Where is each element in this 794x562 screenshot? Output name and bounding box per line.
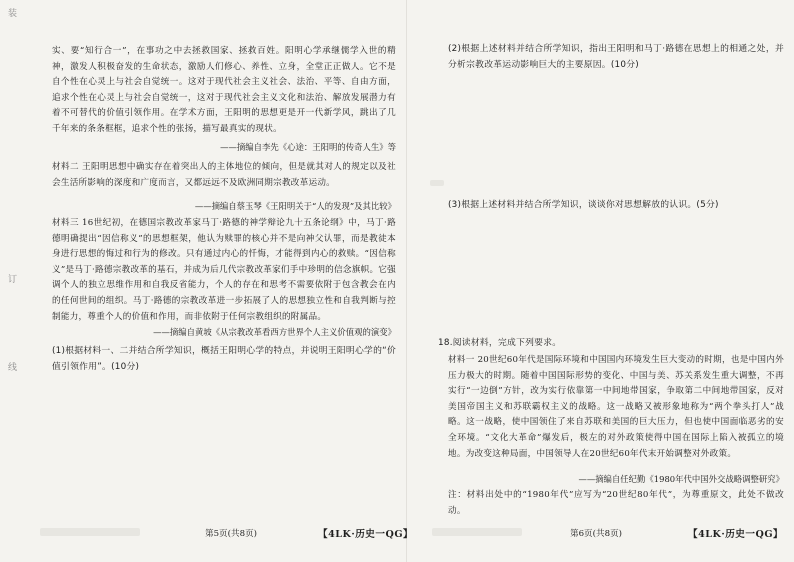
scan-smudge: [430, 180, 444, 186]
page-6: [410, 0, 794, 562]
page-number: 第6页(共8页): [570, 529, 623, 539]
source-citation: ——摘编自任纪勤《1980年代中国外交战略调整研究》: [578, 474, 784, 484]
material-three-text: 材料三 16世纪初，在德国宗教改革家马丁·路德的神学辩论九十五条论纲》中，马丁·路德明确提出“因信称义”的思想框架，他认为赎罪的核心并不是向神父认罪，而是教徒本身进行思想的悔过和行为的修改。只有通过内心的忏悔，才能得到内心的救赎。“因信称义”是马丁·路德宗教改革的基石，并成为后几代宗教改革家们手中珍明的信念旗帜。它强调个人的独立思维作用和自我反省能力，个人的存在和思考不需要依附于包含教会在内的任何世间的组织。马丁·路德的宗教改革进一步拓展了人的思想独立性和自我判断与控制能力，尊重个人的价值和作用，而非依附于任何宗教组织的附属品。: [52, 218, 396, 322]
material-two-text: 材料二 王阳明思想中确实存在着突出人的主体地位的倾向，但是就其对人的规定以及社会生活所影响的深度和广度而言，又都远远不及欧洲同期宗教改革运动。: [52, 162, 396, 188]
question-3: (3)根据上述材料并结合所学知识，谈谈你对思想解放的认识。(5分): [448, 200, 719, 210]
exam-code: 【4LK·历史一QG】: [318, 529, 414, 540]
scan-smudge: [432, 528, 522, 536]
question-18-material: 材料一 20世纪60年代是国际环境和中国国内环境发生巨大变动的时期，也是中国内外压力极大的时期。随着中国国际形势的变化、中国与美、苏关系发生重大调整，不再实行“一边倒”方针，改为实行依靠第一中间地带国家，争取第二中间地带国家，反对美国帝国主义和苏联霸权主义的战略。这一战略又被形象地称为“两个拳头打人”战略。这一战略，使中国领住了来自苏联和美国的巨大压力，但也使中国面临恶劣的安全环境。“文化大革命”爆发后，极左的对外政策使得中国在国际上陷入被孤立的境地。为改变这种局面，中国领导人在20世纪60年代末开始调整对外政策。: [448, 355, 784, 459]
source-citation: ——摘编自李先《心途：王阳明的传奇人生》等: [220, 142, 396, 152]
question-2: (2)根据上述材料并结合所学知识，指出王阳明和马丁·路德在思想上的相通之处，并分析宗教改革运动影响巨大的主要原因。(10分): [448, 44, 784, 70]
source-citation: ——摘编自蔡玉琴《王阳明关于“人的发现”及其比较》: [194, 201, 396, 211]
binding-mark: 装: [8, 9, 18, 19]
question-1: (1)根据材料一、二并结合所学知识，概括王阳明心学的特点，并说明王阳明心学的“价值引领作用”。(10分): [52, 346, 396, 372]
page-number: 第5页(共8页): [205, 529, 258, 539]
scan-smudge: [40, 528, 140, 536]
source-citation: ——摘编自黄坡《从宗教改革看西方世界个人主义价值观的演变》: [153, 327, 396, 337]
exam-code: 【4LK·历史一QG】: [688, 529, 784, 540]
source-note: 注：材料出处中的“1980年代”应写为“20世纪80年代”，为尊重原文，此处不做改动。: [448, 490, 784, 516]
question-18-title: 18.阅读材料，完成下列要求。: [438, 338, 562, 348]
binding-mark: 线: [8, 363, 18, 373]
material-one-text: 实、要“知行合一”，在事功之中去拯救国家、拯救百姓。阳明心学承继儒学入世的精神，激发人积极奋发的生命状态，激励人们修心、养性、立身，全堂正正做人。它不是自个性在心灵上与社会自觉统一。这对于现代社会主义社会、法治、平等、自由方面，追求个性在心灵上与社会自觉统一，这对于现代社会主义文化和法治、解放发展潜力有着不可替代的价值引领作用。在学术方面，王阳明的思想更是开一代新学风，跳出了几千年来的条条框框，追求个性的张扬，描写最真实的现状。: [52, 46, 396, 134]
binding-mark: 订: [8, 275, 18, 285]
